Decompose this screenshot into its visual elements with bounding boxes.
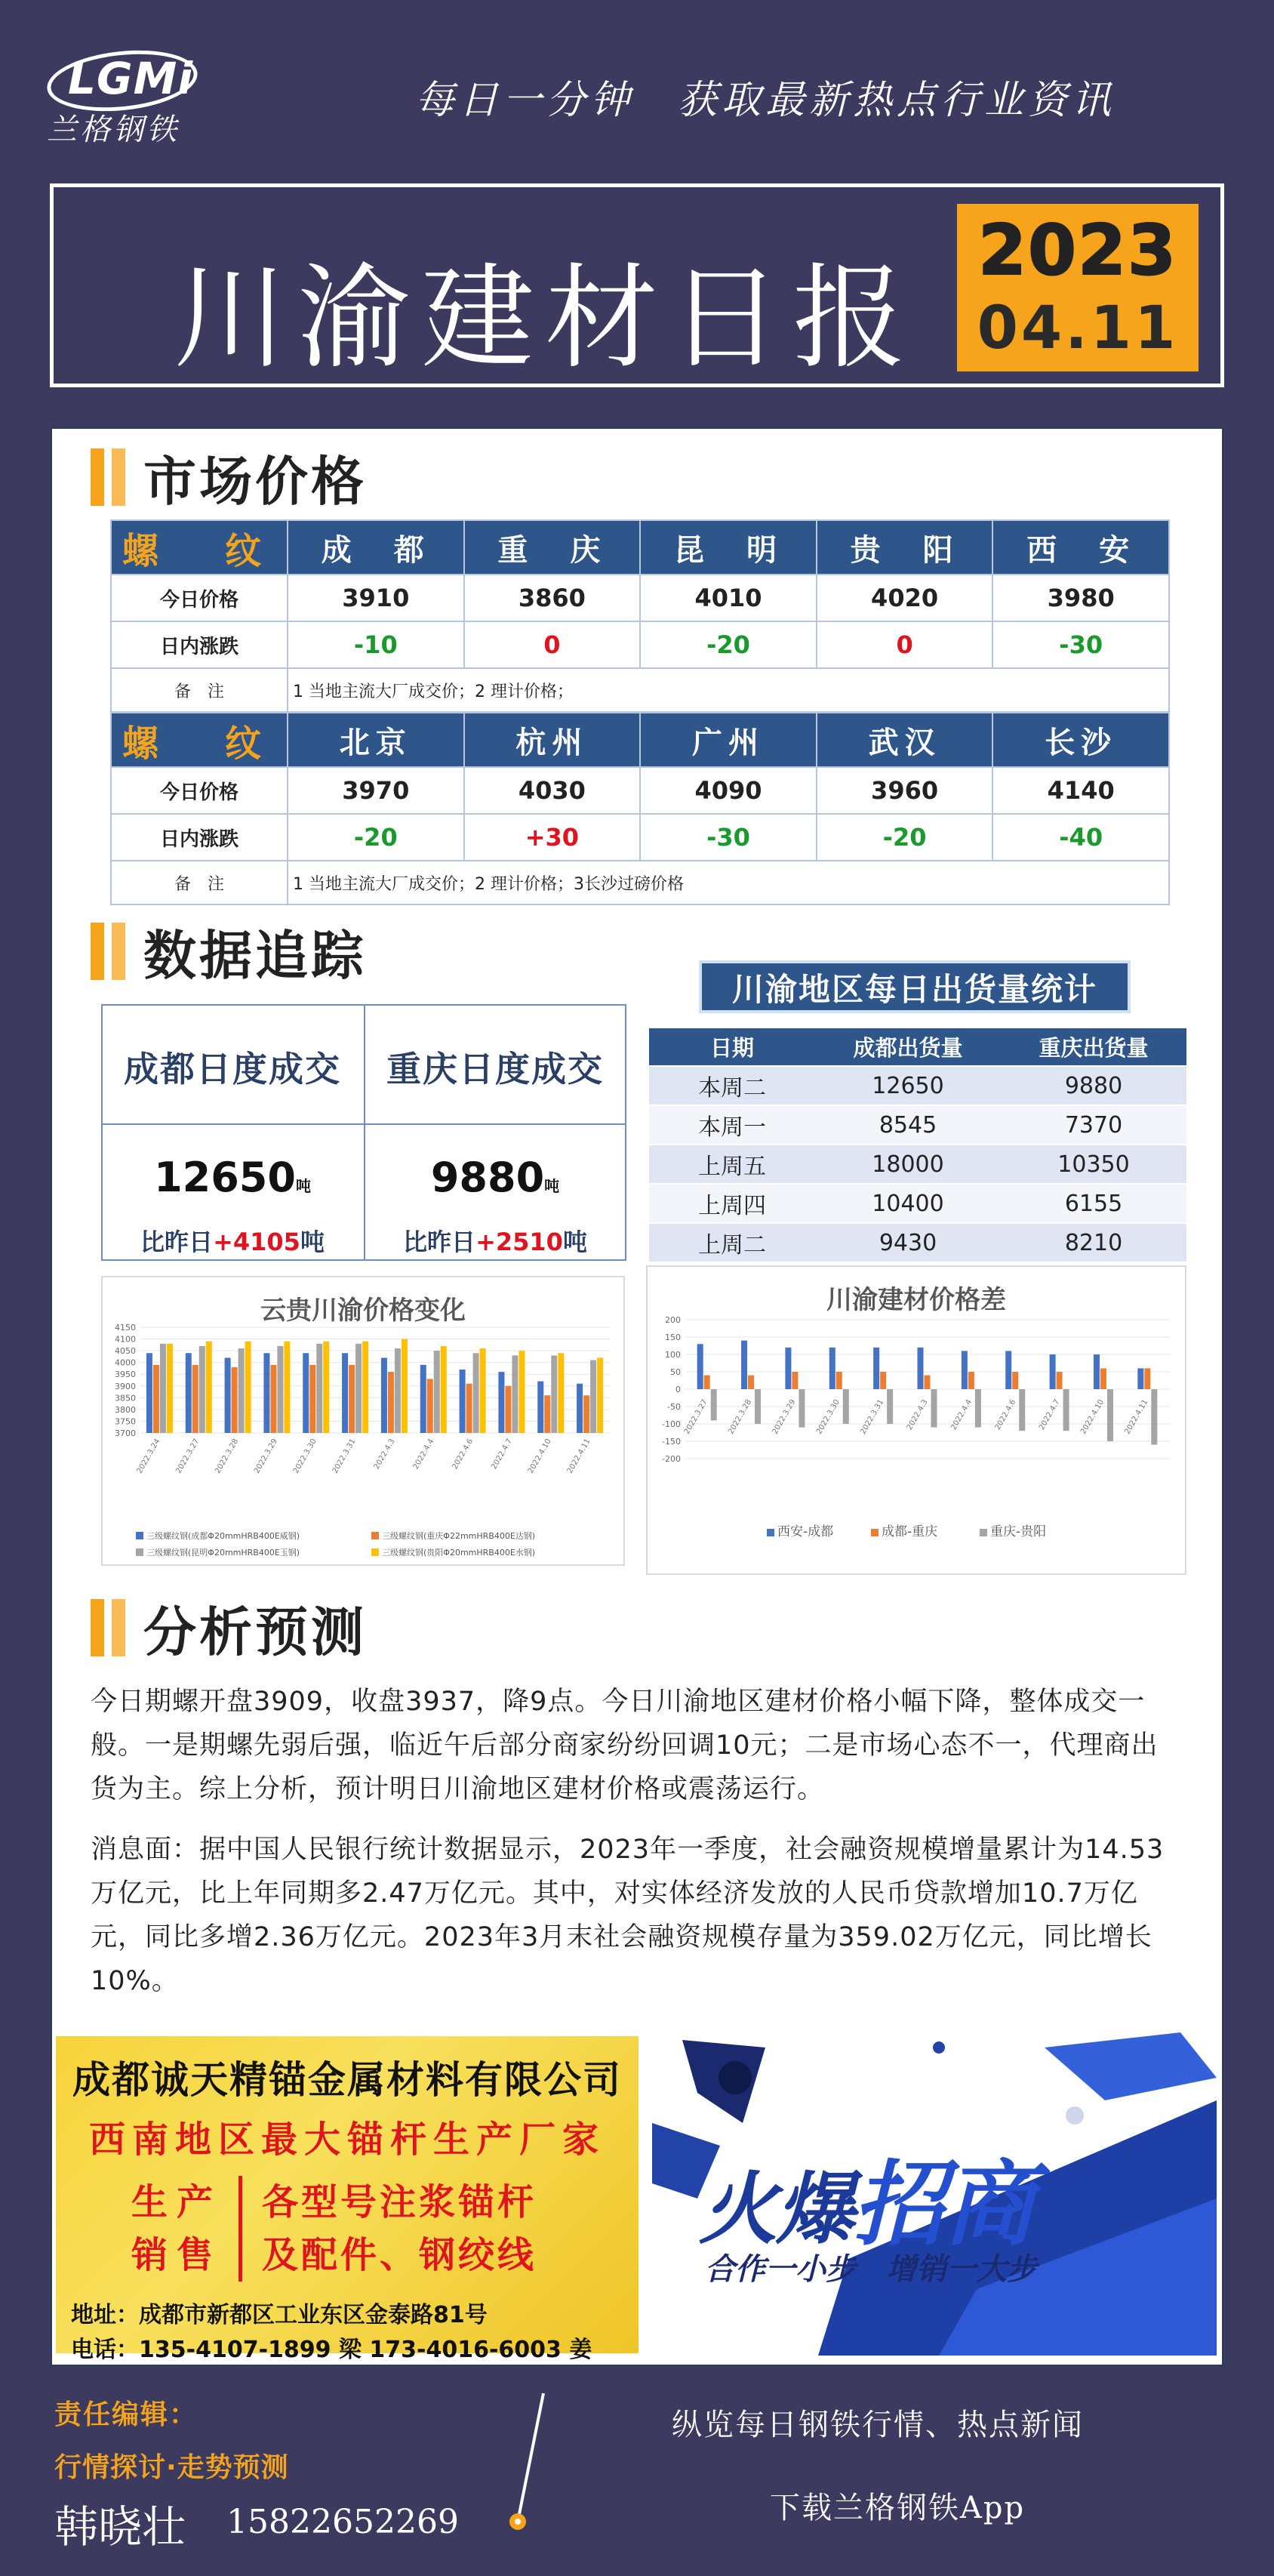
y-tick-label: 4050 <box>115 1346 136 1357</box>
price-change-chart-svg <box>103 1320 623 1561</box>
ad-contact <box>71 2298 639 2368</box>
bar-mark <box>192 1365 198 1433</box>
row-label: 今日价格 <box>111 767 288 814</box>
footer-app-link[interactable]: 下载兰格钢铁App <box>770 2491 1026 2525</box>
bar-mark <box>1107 1389 1113 1441</box>
x-tick-label: 2022.4.11 <box>1123 1398 1150 1436</box>
change-cell: 0 <box>464 621 641 668</box>
bar-mark <box>232 1367 238 1433</box>
compare-delta: +4105 <box>213 1228 300 1256</box>
table-cell: 上周五 <box>649 1145 815 1184</box>
change-cell: -30 <box>640 814 817 861</box>
x-tick-label: 2022.4.11 <box>565 1437 592 1475</box>
table-header-cell: 成都出货量 <box>815 1028 1001 1066</box>
bar-mark <box>836 1372 842 1389</box>
y-tick-label: 0 <box>675 1385 681 1394</box>
price-table-2 <box>110 712 1170 905</box>
editor-name: 韩晓壮 <box>54 2501 186 2553</box>
note-label: 备 注 <box>111 861 288 904</box>
table-cell: 10400 <box>815 1184 1001 1223</box>
bar-mark <box>460 1370 466 1433</box>
x-tick-label: 2022.4.3 <box>372 1437 397 1471</box>
bar-mark <box>755 1389 761 1424</box>
bar-mark <box>519 1351 525 1433</box>
editor-phone[interactable]: 15822652269 <box>226 2503 459 2541</box>
chongqing-volume-compare <box>364 1223 626 1258</box>
bar-mark <box>1063 1389 1069 1431</box>
table-row <box>649 1145 1186 1184</box>
y-tick-label: -50 <box>667 1402 681 1412</box>
table-header-cell: 重庆出货量 <box>1001 1028 1186 1066</box>
bar-mark <box>395 1348 401 1433</box>
bar-mark <box>558 1353 564 1433</box>
bar-mark <box>829 1348 835 1389</box>
table-header-row <box>649 1028 1186 1066</box>
ad-tagline: 西南地区最大锚杆生产厂家 <box>88 2118 605 2161</box>
table-header-cell: 西 安 <box>992 520 1169 575</box>
bar-mark <box>206 1342 212 1433</box>
table-row <box>111 814 1169 861</box>
price-spread-chart-svg <box>648 1312 1185 1573</box>
bar-mark <box>1100 1368 1106 1389</box>
legend-label: 三级螺纹钢(重庆Φ22mmHRB400E达钢) <box>382 1531 536 1541</box>
bar-mark <box>544 1395 550 1433</box>
note-text: 1 当地主流大厂成交价；2 理计价格；3长沙过磅价格 <box>288 861 1169 904</box>
table-cell: 上周二 <box>649 1223 815 1262</box>
news-paragraph: 消息面：据中国人民银行统计数据显示，2023年一季度，社会融资规模增量累计为14.53万亿元，比上年同期多2.47万亿元。其中，对实体经济发放的人民币贷款增加10.7万亿元，同比多增2.36万亿元。2023年3月末社会融资规模存量为359.02万亿元，同比增长10%。 <box>91 1835 1165 1996</box>
chengdu-volume-compare <box>101 1223 364 1258</box>
bar-mark <box>238 1348 245 1433</box>
bar-mark <box>1144 1368 1150 1389</box>
bar-mark <box>381 1357 387 1433</box>
table-cell: 18000 <box>815 1145 1001 1184</box>
section-bar-icon <box>112 448 125 506</box>
bar-mark <box>303 1353 309 1433</box>
price-cell: 3970 <box>288 767 464 814</box>
bar-mark <box>792 1372 798 1389</box>
bar-mark <box>704 1376 710 1389</box>
price-cell: 3960 <box>817 767 993 814</box>
bar-mark <box>512 1355 518 1433</box>
bar-mark <box>843 1389 849 1424</box>
bar-mark <box>270 1365 276 1433</box>
x-tick-label: 2022.3.31 <box>331 1437 358 1475</box>
section-title: 数据追踪 <box>143 924 367 987</box>
chongqing-volume-title: 重庆日度成交 <box>386 1049 604 1089</box>
bar-mark <box>975 1389 981 1428</box>
price-cell: 4140 <box>992 767 1169 814</box>
table-header-cell: 日期 <box>649 1028 815 1066</box>
bar-mark <box>146 1353 152 1433</box>
y-tick-label: 3950 <box>115 1370 136 1380</box>
volume-unit: 吨 <box>544 1177 560 1195</box>
chongqing-volume-value <box>364 1154 626 1201</box>
bar-mark <box>583 1395 589 1433</box>
bar-mark <box>1019 1389 1025 1431</box>
x-tick-label: 2022.3.27 <box>682 1398 709 1436</box>
bar-mark <box>199 1346 205 1433</box>
bar-mark <box>799 1389 805 1428</box>
x-tick-label: 2022.4.6 <box>993 1398 1018 1432</box>
bar-mark <box>355 1344 362 1433</box>
price-cell: 3910 <box>288 575 464 621</box>
table-cell: 本周二 <box>649 1066 815 1105</box>
price-cell: 4090 <box>640 767 817 814</box>
change-cell: -30 <box>992 621 1169 668</box>
bar-mark <box>1050 1354 1056 1389</box>
section-bar-icon <box>91 448 104 506</box>
chengdu-volume-title: 成都日度成交 <box>124 1049 341 1089</box>
volume-unit: 吨 <box>295 1177 311 1195</box>
chart-title: 川渝建材价格差 <box>826 1285 1006 1315</box>
bar-mark <box>153 1365 159 1433</box>
analysis-paragraph: 今日期螺开盘3909，收盘3937，降9点。今日川渝地区建材价格小幅下降，整体成交一般。一是期螺先弱后强，临近午后部分商家纷纷回调10元；二是市场心态不一，代理商出货为主。综上分析，预计明日川渝地区建材价格或震荡运行。 <box>91 1687 1159 1804</box>
bar-mark <box>316 1344 322 1433</box>
table-header-cell: 杭州 <box>464 713 641 767</box>
ad-phone: 电话：135-4107-1899 梁 173-4016-6003 姜 <box>71 2337 592 2363</box>
change-cell: -40 <box>992 814 1169 861</box>
bar-mark <box>160 1344 166 1433</box>
legend-swatch <box>871 1529 879 1536</box>
logo-subtitle: 兰格钢铁 <box>47 112 180 147</box>
y-tick-label: 3850 <box>115 1393 136 1404</box>
bar-mark <box>225 1357 231 1433</box>
section-bar-icon <box>112 1599 125 1656</box>
table-cell: 12650 <box>815 1066 1001 1105</box>
compare-unit: 吨 <box>562 1228 587 1256</box>
table-header-cell: 广州 <box>640 713 817 767</box>
row-label: 今日价格 <box>111 575 288 621</box>
change-cell: +30 <box>464 814 641 861</box>
bar-mark <box>434 1351 440 1433</box>
ad-subline: 合作一小步 增销一大步 <box>705 2252 1037 2287</box>
table-header-cell: 贵 阳 <box>817 520 993 575</box>
y-tick-label: 4150 <box>115 1323 136 1333</box>
table-header-cell: 螺 纹 <box>111 520 288 575</box>
table-row <box>649 1223 1186 1262</box>
change-cell: -20 <box>817 814 993 861</box>
compare-delta: +2510 <box>475 1228 563 1256</box>
bar-mark <box>362 1342 368 1433</box>
bar-mark <box>1057 1372 1063 1389</box>
ad-right-line: 各型号注浆锚杆 <box>262 2181 537 2223</box>
date-year: 2023 <box>977 210 1178 291</box>
bar-mark <box>577 1384 583 1433</box>
x-tick-label: 2022.4.7 <box>490 1437 515 1471</box>
ad-headline-a: 火爆 <box>699 2163 854 2255</box>
editor-desc: 行情探讨·走势预测 <box>54 2452 289 2483</box>
legend-swatch <box>136 1532 143 1539</box>
bar-mark <box>342 1353 348 1433</box>
legend-swatch <box>136 1548 143 1556</box>
table-row <box>649 1184 1186 1223</box>
y-tick-label: -200 <box>662 1454 681 1464</box>
logo-text: LGMi <box>68 53 194 104</box>
slogan: 每日一分钟 获取最新热点行业资讯 <box>415 78 1116 123</box>
section-analysis-header <box>91 1599 367 1663</box>
bar-mark <box>420 1365 426 1433</box>
note-text: 1 当地主流大厂成交价；2 理计价格； <box>288 668 1169 712</box>
x-tick-label: 2022.3.29 <box>771 1398 798 1436</box>
bar-mark <box>697 1344 703 1389</box>
section-title: 市场价格 <box>143 450 367 513</box>
bar-mark <box>498 1372 504 1433</box>
table-cell: 6155 <box>1001 1184 1186 1223</box>
price-cell: 4020 <box>817 575 993 621</box>
change-cell: -10 <box>288 621 464 668</box>
ad-product-block <box>131 2176 639 2282</box>
x-tick-label: 2022.3.24 <box>135 1437 162 1475</box>
legend-label: 成都-重庆 <box>882 1524 938 1539</box>
section-bar-icon <box>91 923 104 980</box>
legend-swatch <box>980 1529 987 1536</box>
change-cell: -20 <box>288 814 464 861</box>
section-bar-icon <box>112 923 125 980</box>
compare-prefix: 比昨日 <box>140 1228 214 1256</box>
section-title: 分析预测 <box>143 1601 367 1663</box>
editor-label: 责任编辑： <box>54 2399 198 2430</box>
bar-mark <box>427 1379 433 1433</box>
table-header-cell: 昆 明 <box>640 520 817 575</box>
x-tick-label: 2022.4.10 <box>526 1437 553 1475</box>
table-header-cell: 螺 纹 <box>111 713 288 767</box>
price-cell: 3860 <box>464 575 641 621</box>
table-header-cell: 北京 <box>288 713 464 767</box>
y-tick-label: 3900 <box>115 1381 136 1391</box>
legend-label: 三级螺纹钢(昆明Φ20mmHRB400E玉钢) <box>146 1548 300 1558</box>
legend-swatch <box>371 1548 379 1556</box>
row-label: 日内涨跌 <box>111 814 288 861</box>
bar-mark <box>1137 1368 1143 1389</box>
y-tick-label: 100 <box>665 1350 681 1360</box>
divider-slash-icon <box>498 2386 559 2537</box>
table-header-cell: 长沙 <box>992 713 1169 767</box>
y-tick-label: -150 <box>662 1437 681 1447</box>
bar-mark <box>263 1353 269 1433</box>
bar-mark <box>918 1348 924 1389</box>
section-market-header <box>91 448 367 513</box>
x-tick-label: 2022.4.3 <box>905 1398 930 1432</box>
x-tick-label: 2022.3.27 <box>174 1437 202 1475</box>
change-cell: -20 <box>640 621 817 668</box>
bar-mark <box>480 1348 486 1433</box>
section-tracking-header <box>91 923 367 987</box>
brand-logo <box>47 47 205 160</box>
bar-mark <box>925 1376 931 1389</box>
bar-mark <box>277 1346 283 1433</box>
price-cell: 4030 <box>464 767 641 814</box>
y-tick-label: 3800 <box>115 1404 136 1415</box>
table-header-cell: 武汉 <box>817 713 993 767</box>
note-label: 备 注 <box>111 668 288 712</box>
x-tick-label: 2022.3.28 <box>727 1398 754 1436</box>
price-table-1 <box>110 519 1170 713</box>
table-cell: 本周一 <box>649 1105 815 1145</box>
bar-mark <box>1005 1351 1011 1389</box>
table-header-row <box>111 713 1169 767</box>
ad-left-block <box>131 2176 242 2282</box>
table-cell: 上周四 <box>649 1184 815 1223</box>
ad-left-line: 销售 <box>131 2234 223 2276</box>
price-cell: 3980 <box>992 575 1169 621</box>
table-note-row <box>111 861 1169 904</box>
table-row <box>111 767 1169 814</box>
bar-mark <box>1151 1389 1157 1445</box>
shipment-table <box>649 1028 1186 1263</box>
x-tick-label: 2022.4.10 <box>1079 1398 1106 1436</box>
date-month-day: 04.11 <box>977 294 1179 362</box>
page-title: 川渝建材日报 <box>174 253 917 384</box>
bar-mark <box>741 1341 747 1389</box>
bar-mark <box>931 1389 937 1428</box>
table-cell: 7370 <box>1001 1105 1186 1145</box>
compare-unit: 吨 <box>300 1228 325 1256</box>
bar-mark <box>245 1342 251 1433</box>
legend-label: 三级螺纹钢(成都Φ20mmHRB400E威钢) <box>146 1531 300 1541</box>
ad-address: 地址：成都市新都区工业东区金泰路81号 <box>71 2302 488 2328</box>
bar-mark <box>711 1389 717 1420</box>
ad-left-line: 生产 <box>131 2181 223 2223</box>
table-cell: 9880 <box>1001 1066 1186 1105</box>
table-row <box>111 621 1169 668</box>
x-tick-label: 2022.4.4 <box>411 1437 436 1471</box>
legend-label: 三级螺纹钢(贵阳Φ20mmHRB400E水钢) <box>382 1548 536 1558</box>
bar-mark <box>309 1365 315 1433</box>
bar-mark <box>323 1342 329 1433</box>
ad-headline-b: 招商 <box>853 2151 1035 2258</box>
bar-mark <box>968 1372 974 1389</box>
table-header-cell: 成 都 <box>288 520 464 575</box>
volume-number: 12650 <box>154 1154 296 1201</box>
bar-mark <box>597 1357 603 1433</box>
legend-label: 重庆-贵阳 <box>990 1524 1047 1539</box>
table-header-row <box>111 520 1169 575</box>
compare-prefix: 比昨日 <box>403 1228 476 1256</box>
change-cell: 0 <box>817 621 993 668</box>
chengdu-volume-value <box>101 1154 364 1201</box>
table-cell: 8210 <box>1001 1223 1186 1262</box>
x-tick-label: 2022.3.30 <box>814 1398 842 1436</box>
bar-mark <box>873 1348 879 1389</box>
x-tick-label: 2022.3.29 <box>253 1437 280 1475</box>
x-tick-label: 2022.3.31 <box>859 1398 886 1436</box>
section-bar-icon <box>91 1599 104 1656</box>
ad-headline <box>699 2131 1034 2263</box>
legend-swatch <box>371 1532 379 1539</box>
legend-label: 西安-成都 <box>777 1524 834 1539</box>
table-row <box>649 1066 1186 1105</box>
price-cell: 4010 <box>640 575 817 621</box>
y-tick-label: 50 <box>670 1367 681 1377</box>
price-spread-chart <box>646 1265 1186 1575</box>
y-tick-label: 3750 <box>115 1416 136 1427</box>
bar-mark <box>349 1365 355 1433</box>
bar-mark <box>167 1344 173 1433</box>
y-tick-label: 150 <box>665 1333 681 1342</box>
footer-tagline: 纵览每日钢铁行情、热点新闻 <box>672 2408 1084 2442</box>
ad-right-line: 及配件、钢绞线 <box>262 2234 537 2276</box>
bar-mark <box>441 1346 447 1433</box>
bar-mark <box>880 1372 886 1389</box>
table-header-cell: 重 庆 <box>464 520 641 575</box>
x-tick-label: 2022.4.7 <box>1037 1398 1062 1432</box>
table-cell: 8545 <box>815 1105 1001 1145</box>
table-row <box>649 1105 1186 1145</box>
x-tick-label: 2022.3.30 <box>291 1437 318 1475</box>
bar-mark <box>590 1360 596 1433</box>
x-tick-label: 2022.4.4 <box>949 1398 974 1432</box>
anchor-company-ad[interactable] <box>56 2036 639 2363</box>
shipment-title: 川渝地区每日出货量统计 <box>699 960 1131 1013</box>
table-row <box>111 575 1169 621</box>
bar-mark <box>1012 1372 1018 1389</box>
bar-mark <box>887 1389 893 1424</box>
bar-mark <box>388 1372 394 1433</box>
bar-mark <box>473 1353 479 1433</box>
bar-mark <box>284 1342 290 1433</box>
legend-swatch <box>767 1529 774 1536</box>
ad-company-name: 成都诚天精锚金属材料有限公司 <box>72 2058 622 2102</box>
bar-mark <box>1094 1354 1100 1389</box>
volume-number: 9880 <box>430 1154 545 1201</box>
row-label: 日内涨跌 <box>111 621 288 668</box>
price-change-chart <box>101 1276 625 1566</box>
table-cell: 9430 <box>815 1223 1001 1262</box>
bar-mark <box>537 1382 543 1433</box>
chart-title: 云贵川渝价格变化 <box>260 1296 466 1326</box>
bar-mark <box>962 1351 968 1389</box>
y-tick-label: -100 <box>662 1419 681 1429</box>
y-tick-label: 200 <box>665 1315 681 1325</box>
table-note-row <box>111 668 1169 712</box>
bar-mark <box>551 1355 557 1433</box>
recruitment-ad[interactable] <box>652 2032 1217 2356</box>
bar-mark <box>748 1376 754 1389</box>
table-cell: 10350 <box>1001 1145 1186 1184</box>
bar-mark <box>505 1386 511 1433</box>
bar-mark <box>402 1339 408 1433</box>
bar-mark <box>466 1384 472 1433</box>
x-tick-label: 2022.3.28 <box>214 1437 241 1475</box>
y-tick-label: 3700 <box>115 1428 136 1438</box>
y-tick-label: 4000 <box>115 1357 136 1368</box>
x-tick-label: 2022.4.6 <box>451 1437 475 1471</box>
card-divider <box>101 1123 626 1125</box>
bar-mark <box>186 1353 192 1433</box>
ad-right-block <box>242 2176 537 2282</box>
y-tick-label: 4100 <box>115 1334 136 1345</box>
bar-mark <box>785 1348 791 1389</box>
